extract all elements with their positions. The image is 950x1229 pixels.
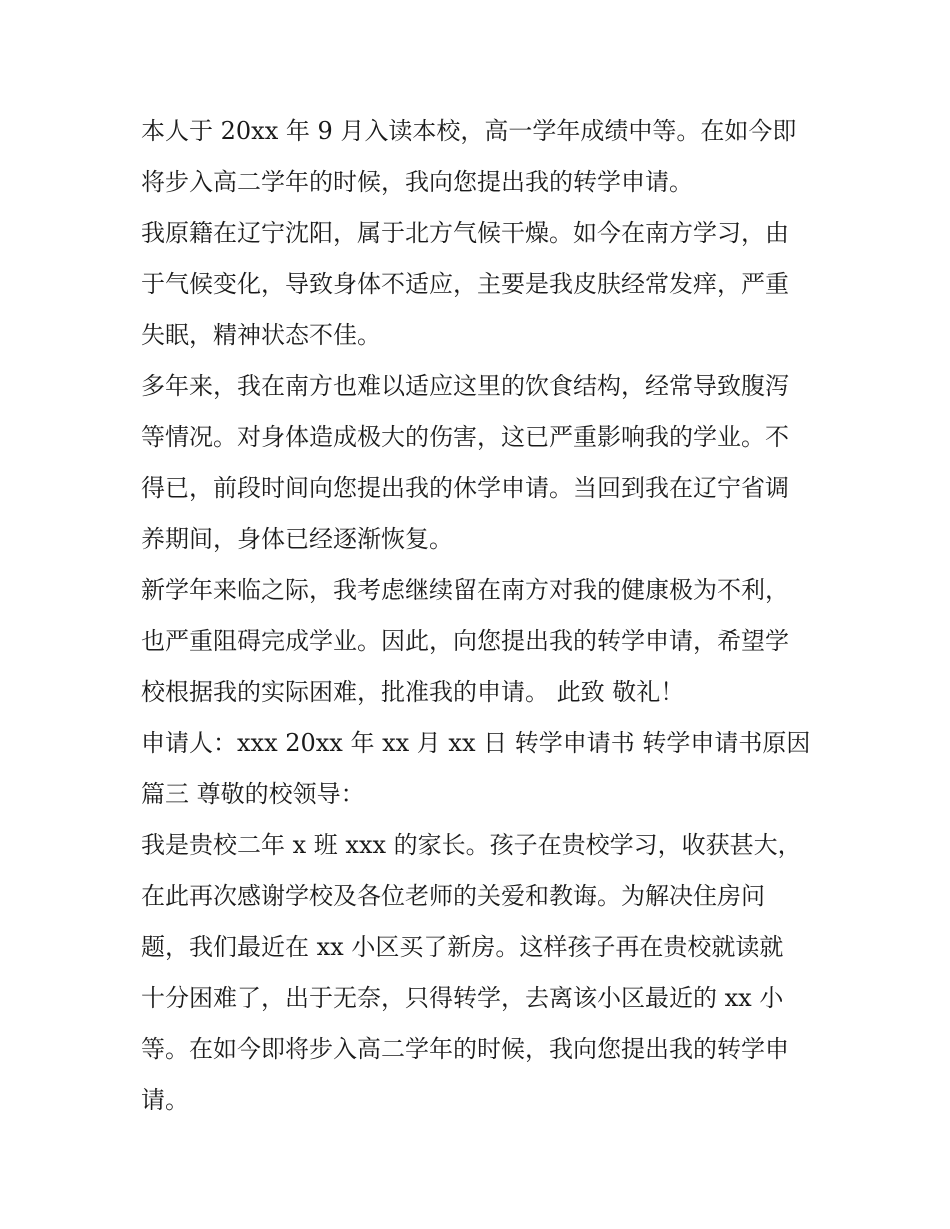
text-line: 得已，前段时间向您提出我的休学申请。当回到我在辽宁省调 <box>141 474 789 502</box>
text-line: 多年来，我在南方也难以适应这里的饮食结构，经常导致腹泻 <box>141 372 789 400</box>
text-line: 十分困难了，出于无奈，只得转学，去离该小区最近的 xx 小 <box>141 984 784 1012</box>
text-line: 校根据我的实际困难，批准我的申请。 此致 敬礼！ <box>141 678 685 706</box>
text-line: 养期间，身体已经逐渐恢复。 <box>141 525 453 553</box>
text-line: 篇三 尊敬的校领导： <box>141 780 365 808</box>
text-line: 我原籍在辽宁沈阳，属于北方气候干燥。如今在南方学习，由 <box>141 219 789 247</box>
text-line: 题，我们最近在 xx 小区买了新房。这样孩子再在贵校就读就 <box>141 933 784 961</box>
text-line: 等。在如今即将步入高二学年的时候，我向您提出我的转学申 <box>141 1035 789 1063</box>
text-line: 将步入高二学年的时候，我向您提出我的转学申请。 <box>141 168 693 196</box>
text-line: 我是贵校二年 x 班 xxx 的家长。孩子在贵校学习，收获甚大， <box>141 831 802 859</box>
text-line: 请。 <box>141 1086 189 1114</box>
document-body <box>141 106 821 1126</box>
text-line: 新学年来临之际，我考虑继续留在南方对我的健康极为不利， <box>141 576 789 604</box>
text-line: 也严重阻碍完成学业。因此，向您提出我的转学申请，希望学 <box>141 627 789 655</box>
text-line: 等情况。对身体造成极大的伤害，这已严重影响我的学业。不 <box>141 423 789 451</box>
text-line: 失眠，精神状态不佳。 <box>141 321 381 349</box>
text-line: 申请人：xxx 20xx 年 xx 月 xx 日 转学申请书 转学申请书原因 <box>141 729 811 757</box>
text-line: 于气候变化，导致身体不适应，主要是我皮肤经常发痒，严重 <box>141 270 789 298</box>
text-line: 本人于 20xx 年 9 月入读本校，高一学年成绩中等。在如今即 <box>141 117 797 145</box>
text-line: 在此再次感谢学校及各位老师的关爱和教诲。为解决住房问 <box>141 882 765 910</box>
